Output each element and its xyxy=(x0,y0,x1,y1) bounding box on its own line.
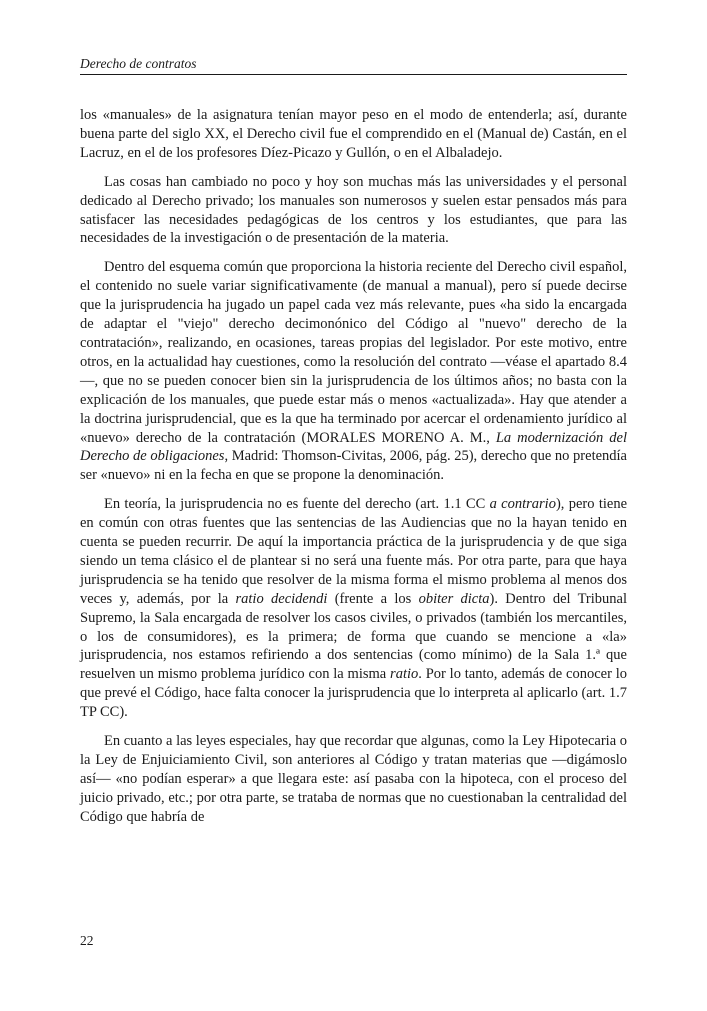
paragraph: En teoría, la jurisprudencia no es fuente del derecho (art. 1.1 CC a contrario), pero tiene en común con otras fuentes que las sentencias de las Audiencias que no la hayan tenido en cuenta se pueden recurrir. De aquí la importancia práctica de la jurisprudencia y de que siga siendo un tema clásico el de plantear si no será una fuente más. Por otra parte, para que haya jurisprudencia se ha tenido que resolver de la misma forma el mismo problema al menos dos veces y, además, por la ratio decidendi (frente a los obiter dicta). Dentro del Tribunal Supremo, la Sala encargada de resolver los casos civiles, o privados (también los mercantiles, o los de consumidores), es la primera; de forma que cuando se mencione a «la» jurisprudencia, nos estamos refiriendo a dos sentencias (como mínimo) de la Sala 1.ª que resuelven un mismo problema jurídico con la misma ratio. Por lo tanto, además de conocer lo que prevé el Código, hace falta conocer la jurisprudencia que lo interpreta al aplicarlo (art. 1.7 TP CC). xyxy=(80,496,628,721)
latin-term: a contrario xyxy=(489,496,556,513)
latin-term: ratio decidendi xyxy=(235,590,328,607)
latin-term: ratio xyxy=(390,666,419,683)
paragraph: los «manuales» de la asignatura tenían mayor peso en el modo de entenderla; así, durante buena parte del siglo XX, el Derecho civil fue el comprendido en el (Manual de) Castán, en el Lacruz, en el de los profesores Díez-Picazo y Gullón, o en el Albaladejo. xyxy=(80,107,627,161)
running-header xyxy=(80,56,627,75)
latin-term: obiter dicta xyxy=(418,590,490,607)
page-number: 22 xyxy=(80,933,94,948)
book-title: La modernización del Derecho de obligaciones xyxy=(80,429,627,465)
paragraph: En cuanto a las leyes especiales, hay que recordar que algunas, como la Ley Hipotecaria o la Ley de Enjuiciamiento Civil, son anteriores al Código y tratan materias que —digámoslo así— «no podían esperar» a que llegara este: así pasaba con la hipoteca, con el proceso del juicio privado, etc.; por otra parte, se trataba de normas que no cuestionaban la centralidad del Código que habría de xyxy=(80,733,627,825)
paragraph: Las cosas han cambiado no poco y hoy son muchas más las universidades y el personal dedicado al Derecho privado; los manuales son numerosos y suelen estar pensados más para satisfacer las necesidades pedagógicas de los centros y los estudiantes, que para las necesidades de la investigación o de presentación de la materia. xyxy=(80,173,627,247)
paragraph: Dentro del esquema común que proporciona la historia reciente del Derecho civil español, el contenido no suele variar significativamente (de manual a manual), pero sí puede decirse que la jurisprudencia ha jugado un papel cada vez más relevante, pues «ha sido la encargada de adaptar el "viejo" derecho decimonónico del Código al "nuevo" derecho de la contratación», realizando, en ocasiones, tareas propias del legislador. Por este motivo, entre otros, en la actualidad hay cuestiones, como la resolución del contrato —véase el apartado 8.4—, que no se pueden conocer bien sin la jurisprudencia de los últimos años; no basta con la explicación de los manuales, que puede estar más o menos «actualizada». Hay que atender a la doctrina jurisprudencial, que es la que ha terminado por acercar el ordenamiento jurídico al «nuevo» derecho de la contratación (MORALES MORENO A. M., La modernización del Derecho de obligaciones, Madrid: Thomson-Civitas, 2006, pág. 25), derecho que no pretendía ser «nuevo» ni en la fecha en que se propone la denominación. xyxy=(80,259,628,484)
body-text xyxy=(80,106,627,837)
running-title: Derecho de contratos xyxy=(80,56,197,71)
